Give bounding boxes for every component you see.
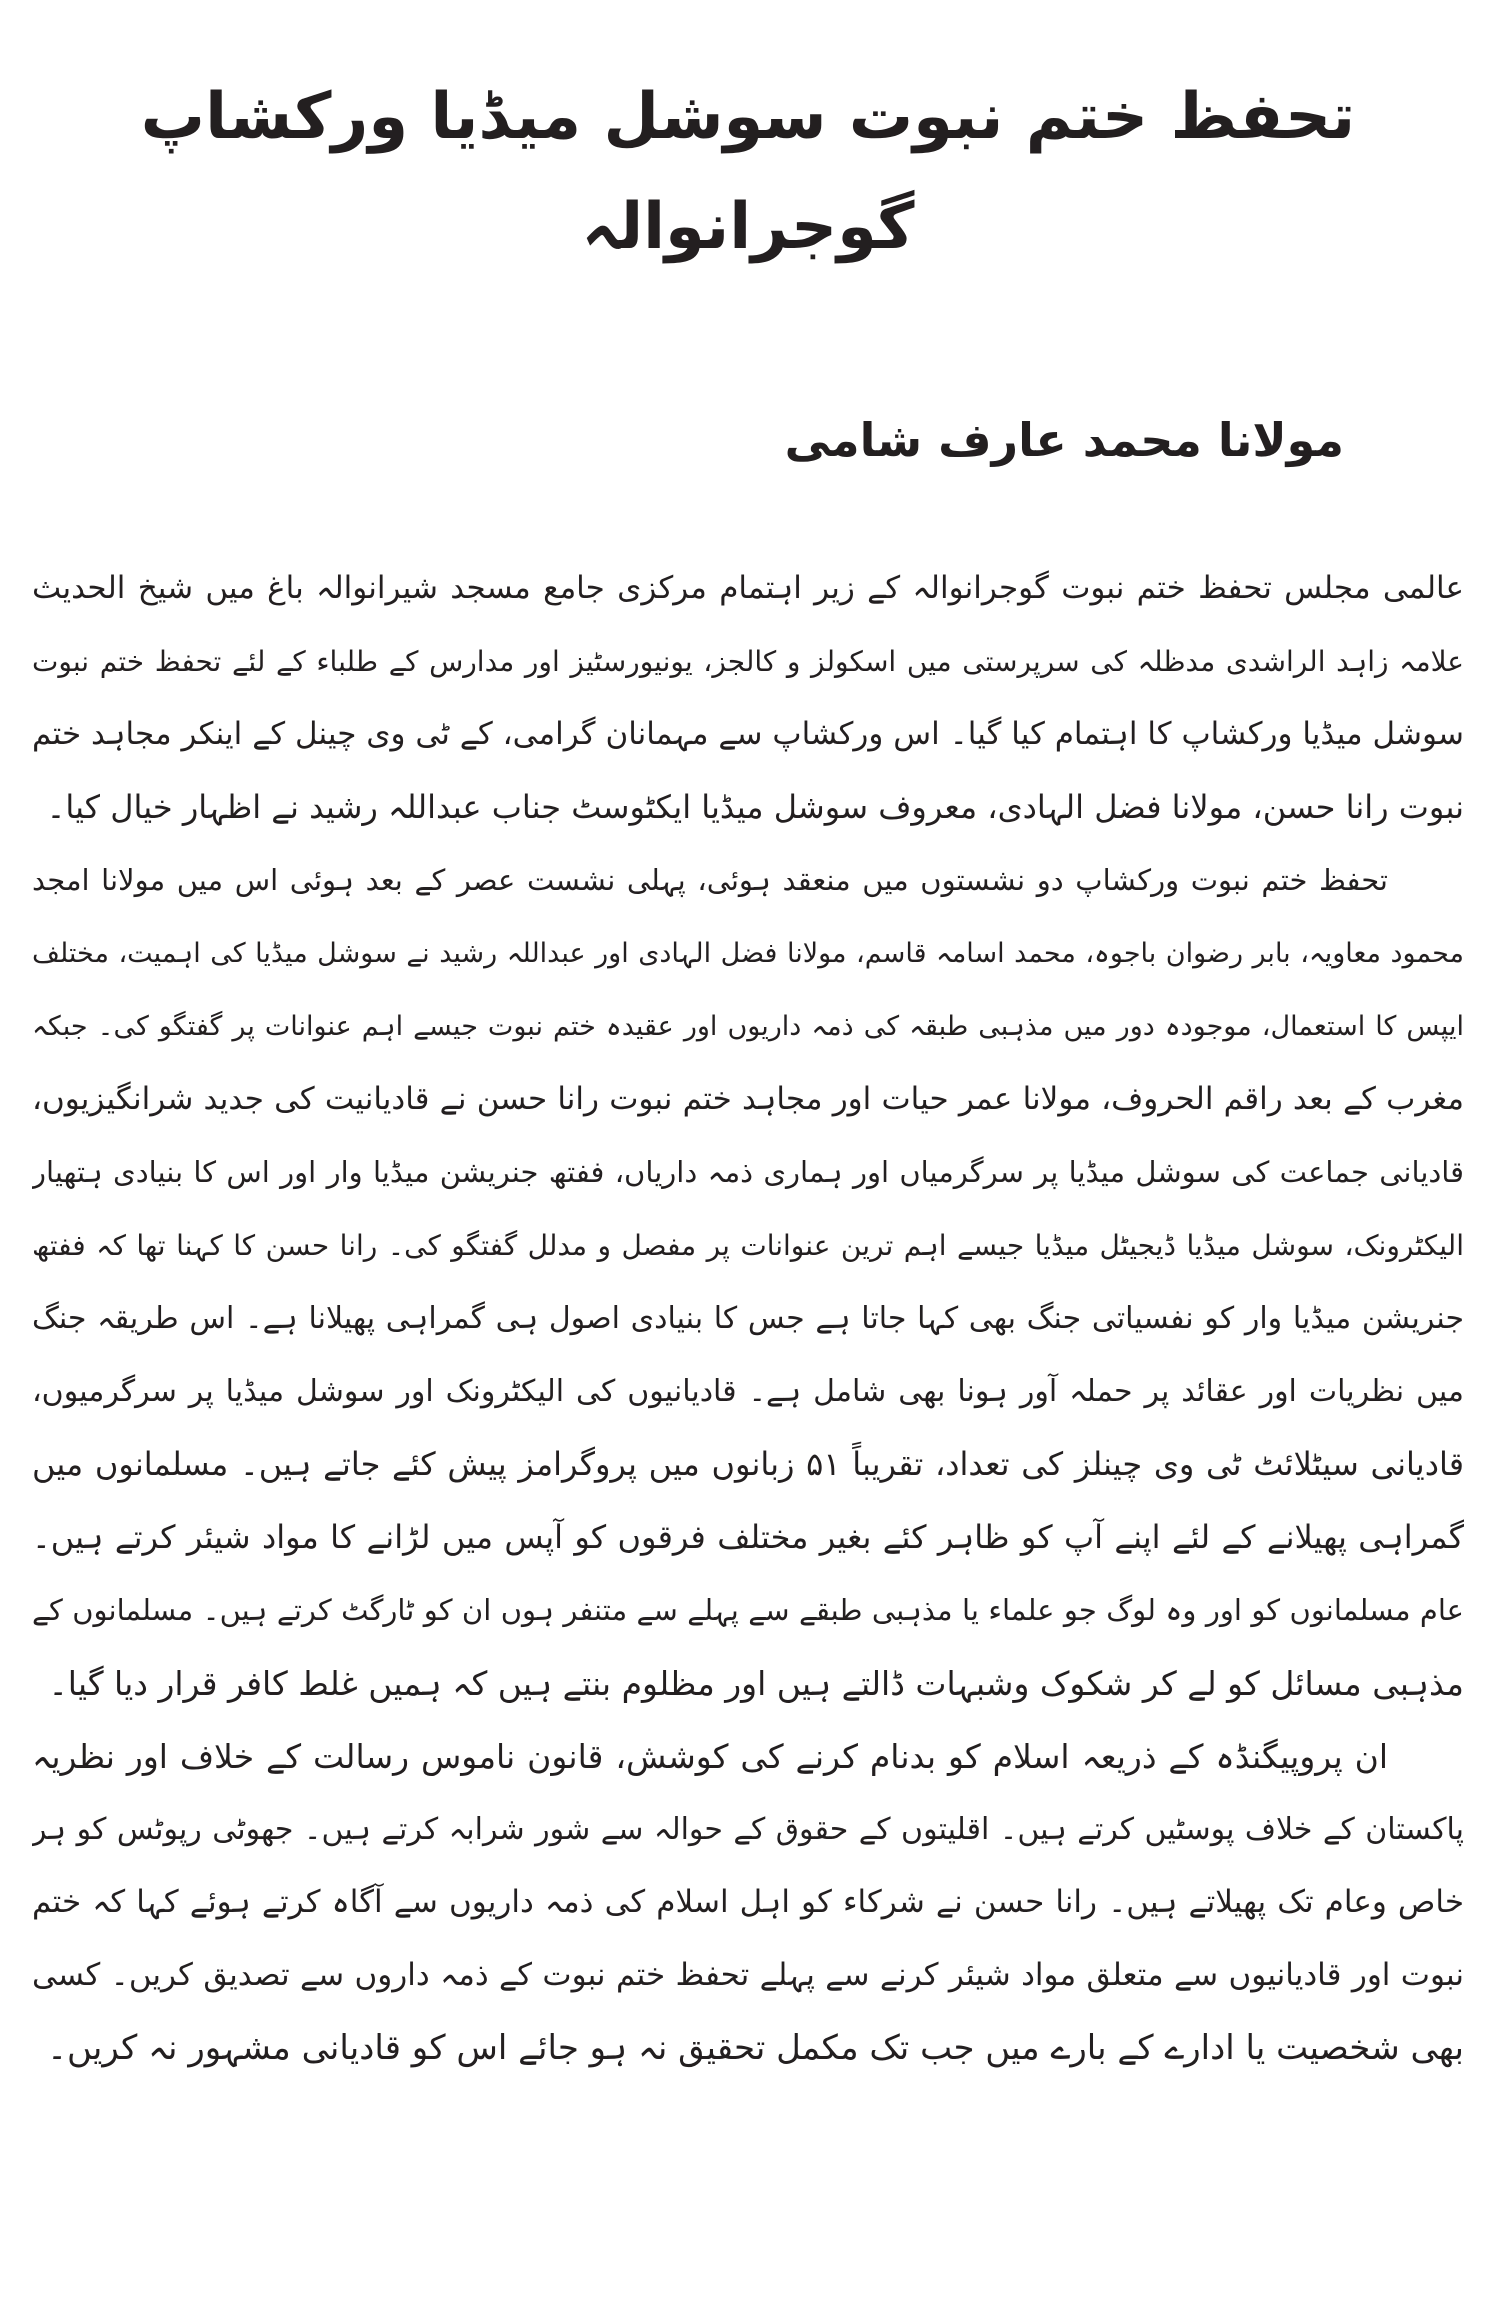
body-line: خاص وعام تک پھیلاتے ہیں۔ رانا حسن نے شرکاء کو اہل اسلام کی ذمہ داریوں سے آگاہ کرتے ہوئے کہا کہ ختم <box>32 1884 1464 1920</box>
body-line: مذہبی مسائل کو لے کر شکوک وشبہات ڈالتے ہیں اور مظلوم بنتے ہیں کہ ہمیں غلط کافر قرار دیا گیا۔ <box>48 1664 1464 1703</box>
body-line: سوشل میڈیا ورکشاپ کا اہتمام کیا گیا۔ اس ورکشاپ سے مہمانان گرامی، کے ٹی وی چینل کے اینکر مجاہد ختم <box>32 716 1464 752</box>
body-line: میں نظریات اور عقائد پر حملہ آور ہونا بھی شامل ہے۔ قادیانیوں کی الیکٹرونک اور سوشل میڈیا پر سرگرمیوں، <box>32 1374 1464 1409</box>
body-line: جنریشن میڈیا وار کو نفسیاتی جنگ بھی کہا جاتا ہے جس کا بنیادی اصول ہی گمراہی پھیلانا ہے۔ اس طریقہ جنگ <box>32 1301 1464 1336</box>
body-line: بھی شخصیت یا ادارے کے بارے میں جب تک مکمل تحقیق نہ ہو جائے اس کو قادیانی مشہور نہ کریں۔ <box>47 2028 1464 2068</box>
body-line: مغرب کے بعد راقم الحروف، مولانا عمر حیات اور مجاہد ختم نبوت رانا حسن نے قادیانیت کی جدید شرانگیزیوں، <box>32 1081 1464 1117</box>
article-title: تحفظ ختم نبوت سوشل میڈیا ورکشاپ گوجرانوالہ <box>140 80 1356 264</box>
body-line: تحفظ ختم نبوت ورکشاپ دو نشستوں میں منعقد ہوئی، پہلی نشست عصر کے بعد ہوئی اس میں مولانا امجد <box>32 863 1388 897</box>
body-line: گمراہی پھیلانے کے لئے اپنے آپ کو ظاہر کئے بغیر مختلف فرقوں کو آپس میں لڑانے کا مواد شیئر کرتے ہیں۔ <box>32 1518 1464 1556</box>
body-line: قادیانی سیٹلائٹ ٹی وی چینلز کی تعداد، تقریباً ۵۱ زبانوں میں پروگرامز پیش کئے جاتے ہیں۔ مسلمانوں میں <box>32 1445 1464 1483</box>
body-line: نبوت اور قادیانیوں سے متعلق مواد شیئر کرنے سے پہلے تحفظ ختم نبوت کے ذمہ داروں سے تصدیق کریں۔ کسی <box>32 1957 1464 1993</box>
body-line: نبوت رانا حسن، مولانا فضل الہادی، معروف سوشل میڈیا ایکٹوسٹ جناب عبداللہ رشید نے اظہار خیال کیا۔ <box>46 788 1464 826</box>
body-line: قادیانی جماعت کی سوشل میڈیا پر سرگرمیاں اور ہماری ذمہ داریاں، ففتھ جنریشن میڈیا وار اور اس کا بنیادی ہتھیار <box>32 1155 1464 1189</box>
body-line: پاکستان کے خلاف پوسٹیں کرتے ہیں۔ اقلیتوں کے حقوق کے حوالہ سے شور شرابہ کرتے ہیں۔ جھوٹی رپوٹس کو ہر <box>32 1812 1464 1847</box>
author-name: مولانا محمد عارف شامی <box>784 413 1344 467</box>
article-body <box>32 552 1464 2085</box>
body-line: الیکٹرونک، سوشل میڈیا ڈیجیٹل میڈیا جیسے اہم ترین عنوانات پر مفصل و مدلل گفتگو کی۔ رانا حسن کا کہنا تھا کہ ففتھ <box>32 1229 1464 1262</box>
body-line: ایپس کا استعمال، موجودہ دور میں مذہبی طبقہ کی ذمہ داریوں اور عقیدہ ختم نبوت جیسے اہم عنوانات پر گفتگو کی۔ جبکہ <box>32 1011 1464 1042</box>
body-line: محمود معاویہ، بابر رضوان باجوہ، محمد اسامہ قاسم، مولانا فضل الہادی اور عبداللہ رشید نے سوشل میڈیا کی اہمیت، مختلف <box>32 938 1464 969</box>
body-line: عام مسلمانوں کو اور وہ لوگ جو علماء یا مذہبی طبقے سے پہلے سے متنفر ہوں ان کو ٹارگٹ کرتے ہیں۔ مسلمانوں کے <box>32 1593 1464 1627</box>
body-line: عالمی مجلس تحفظ ختم نبوت گوجرانوالہ کے زیر اہتمام مرکزی جامع مسجد شیرانوالہ باغ میں شیخ الحدیث <box>32 570 1464 606</box>
body-line: ان پروپیگنڈہ کے ذریعہ اسلام کو بدنام کرنے کی کوشش، قانون ناموس رسالت کے خلاف اور نظریہ <box>32 1737 1388 1776</box>
body-line: علامہ زاہد الراشدی مدظلہ کی سرپرستی میں اسکولز و کالجز، یونیورسٹیز اور مدارس کے طلباء کے لئے تحفظ ختم نبوت <box>32 645 1464 678</box>
